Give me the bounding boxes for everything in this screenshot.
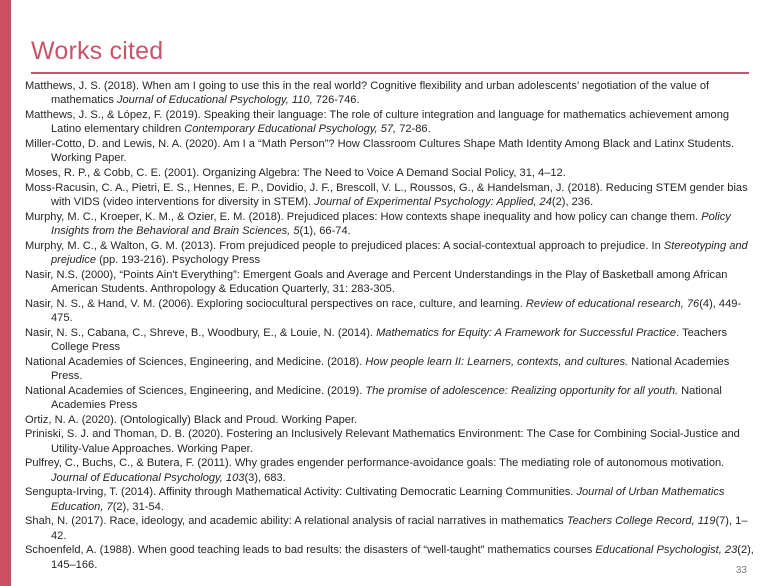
- reference-text: (2), 145–166.: [51, 544, 754, 571]
- reference-text: Moses, R. P., & Cobb, C. E. (2001). Organizing Algebra: The Need to Voice A Demand Social Policy, 31, 4–12.: [25, 167, 566, 179]
- reference-entry: [25, 79, 755, 108]
- page-title: Works cited: [31, 37, 164, 65]
- reference-entry: [25, 210, 755, 239]
- reference-text: Matthews, J. S., & López, F. (2019). Speaking their language: The role of culture integration and language for mathematics achievement among Latino elementary children: [25, 109, 730, 136]
- reference-text: National Academies Press: [51, 384, 722, 411]
- reference-entry: [25, 485, 755, 514]
- reference-entry: [25, 268, 755, 297]
- reference-text: Nasir, N. S., & Hand, V. M. (2006). Exploring sociocultural perspectives on race, culture, and learning.: [25, 297, 526, 310]
- reference-text: Murphy, M. C., Kroeper, K. M., & Ozier, E. M. (2018). Prejudiced places: How contexts shape inequality and how policy can change them.: [25, 210, 702, 223]
- reference-text: National Academies of Sciences, Engineering, and Medicine. (2019).: [25, 384, 366, 397]
- reference-entry: [25, 108, 755, 137]
- reference-text: National Academies of Sciences, Engineering, and Medicine. (2018).: [25, 355, 366, 368]
- reference-italic-text: Journal of Urban Mathematics Education, 7: [51, 486, 725, 513]
- title-underline-rule: [31, 72, 749, 74]
- reference-text: . Teachers College Press: [51, 326, 728, 353]
- reference-entry: [25, 514, 755, 543]
- reference-entry: [25, 297, 755, 326]
- reference-text: Nasir, N.S. (2000), “Points Ain't Everything”: Emergent Goals and Average and Percent Understandings in the Play of Basketball among African American Students. Anthropology & Education Quarterly, 31: 283-305.: [25, 268, 728, 295]
- reference-text: Schoenfeld, A. (1988). When good teaching leads to bad results: the disasters of “well-taught” mathematics courses: [25, 544, 596, 557]
- reference-italic-text: Policy Insights from the Behavioral and Brain Sciences, 5: [51, 210, 731, 237]
- reference-entry: [25, 326, 755, 355]
- reference-text: (4), 449-475.: [51, 297, 742, 324]
- reference-text: (pp. 193-216). Psychology Press: [96, 254, 261, 266]
- reference-entry: [25, 427, 755, 456]
- reference-text: 726-746.: [312, 94, 360, 107]
- reference-text: (2), 236.: [551, 196, 594, 208]
- reference-entry: [25, 543, 755, 572]
- reference-italic-text: Stereotyping and prejudice: [51, 239, 748, 266]
- reference-italic-text: Review of educational research, 76: [525, 297, 700, 310]
- reference-text: Pulfrey, C., Buchs, C., & Butera, F. (2011). Why grades engender performance-avoidance goals: The mediating role of autonomous motivation.: [25, 457, 725, 470]
- reference-entry: [25, 413, 755, 427]
- reference-italic-text: How people learn II: Learners, contexts, and cultures.: [365, 355, 629, 368]
- reference-entry: [25, 137, 755, 166]
- reference-entry: [25, 166, 755, 180]
- reference-entry: [25, 181, 755, 210]
- reference-italic-text: Journal of Educational Psychology, 110,: [116, 94, 313, 107]
- reference-italic-text: Teachers College Record, 119: [566, 515, 716, 528]
- reference-text: (3), 683.: [244, 471, 286, 484]
- reference-text: Priniski, S. J. and Thoman, D. B. (2020). Fostering an Inclusively Relevant Mathematics Environment: The Case for Combining Social-Justice and Utility-Value Approaches. Working Paper.: [25, 428, 740, 455]
- reference-text: Miller-Cotto, D. and Lewis, N. A. (2020). Am I a “Math Person”? How Classroom Cultures Shape Math Identity Among Black and Latinx Students. Working Paper.: [25, 138, 735, 165]
- reference-text: (2), 31-54.: [112, 500, 164, 513]
- reference-italic-text: Journal of Educational Psychology, 103: [51, 471, 245, 484]
- reference-italic-text: Mathematics for Equity: A Framework for Successful Practice: [376, 326, 677, 339]
- reference-text: Nasir, N. S., Cabana, C., Shreve, B., Woodbury, E., & Louie, N. (2014).: [25, 326, 377, 339]
- reference-text: Sengupta-Irving, T. (2014). Affinity through Mathematical Activity: Cultivating Democratic Learning Communities.: [25, 486, 577, 499]
- reference-text: Ortiz, N. A. (2020). (Ontologically) Black and Proud. Working Paper.: [25, 413, 358, 426]
- reference-italic-text: Contemporary Educational Psychology, 57,: [184, 123, 397, 136]
- reference-entry: [25, 239, 755, 268]
- reference-text: Moss-Racusin, C. A., Pietri, E. S., Hennes, E. P., Dovidio, J. F., Brescoll, V. L., Roussos, G., & Handelsman, J. (2018). Reducing STEM gender bias with VIDS (video interventions for diversity in STEM).: [25, 181, 748, 208]
- reference-entry: [25, 456, 755, 485]
- references-list: [25, 79, 755, 572]
- reference-entry: [25, 355, 755, 384]
- page-number: 33: [735, 565, 747, 576]
- reference-italic-text: Educational Psychologist, 23: [595, 544, 738, 557]
- reference-text: (7), 1–42.: [51, 515, 748, 542]
- left-accent-bar: [0, 0, 11, 586]
- reference-entry: [25, 384, 755, 413]
- reference-italic-text: The promise of adolescence: Realizing opportunity for all youth.: [365, 384, 679, 397]
- reference-text: 72-86.: [396, 123, 431, 136]
- reference-text: Murphy, M. C., & Walton, G. M. (2013). From prejudiced people to prejudiced places: A social-contextual approach to prejudice. In: [25, 239, 664, 252]
- reference-text: National Academies Press.: [51, 355, 730, 382]
- reference-text: Shah, N. (2017). Race, ideology, and academic ability: A relational analysis of racial narratives in mathematics: [25, 515, 567, 528]
- reference-text: Matthews, J. S. (2018). When am I going to use this in the real world? Cognitive flexibility and urban adolescents’ negotiation of the value of mathematics: [25, 80, 710, 107]
- reference-text: (1), 66-74.: [299, 225, 351, 237]
- reference-italic-text: Journal of Experimental Psychology: Applied, 24: [314, 196, 552, 208]
